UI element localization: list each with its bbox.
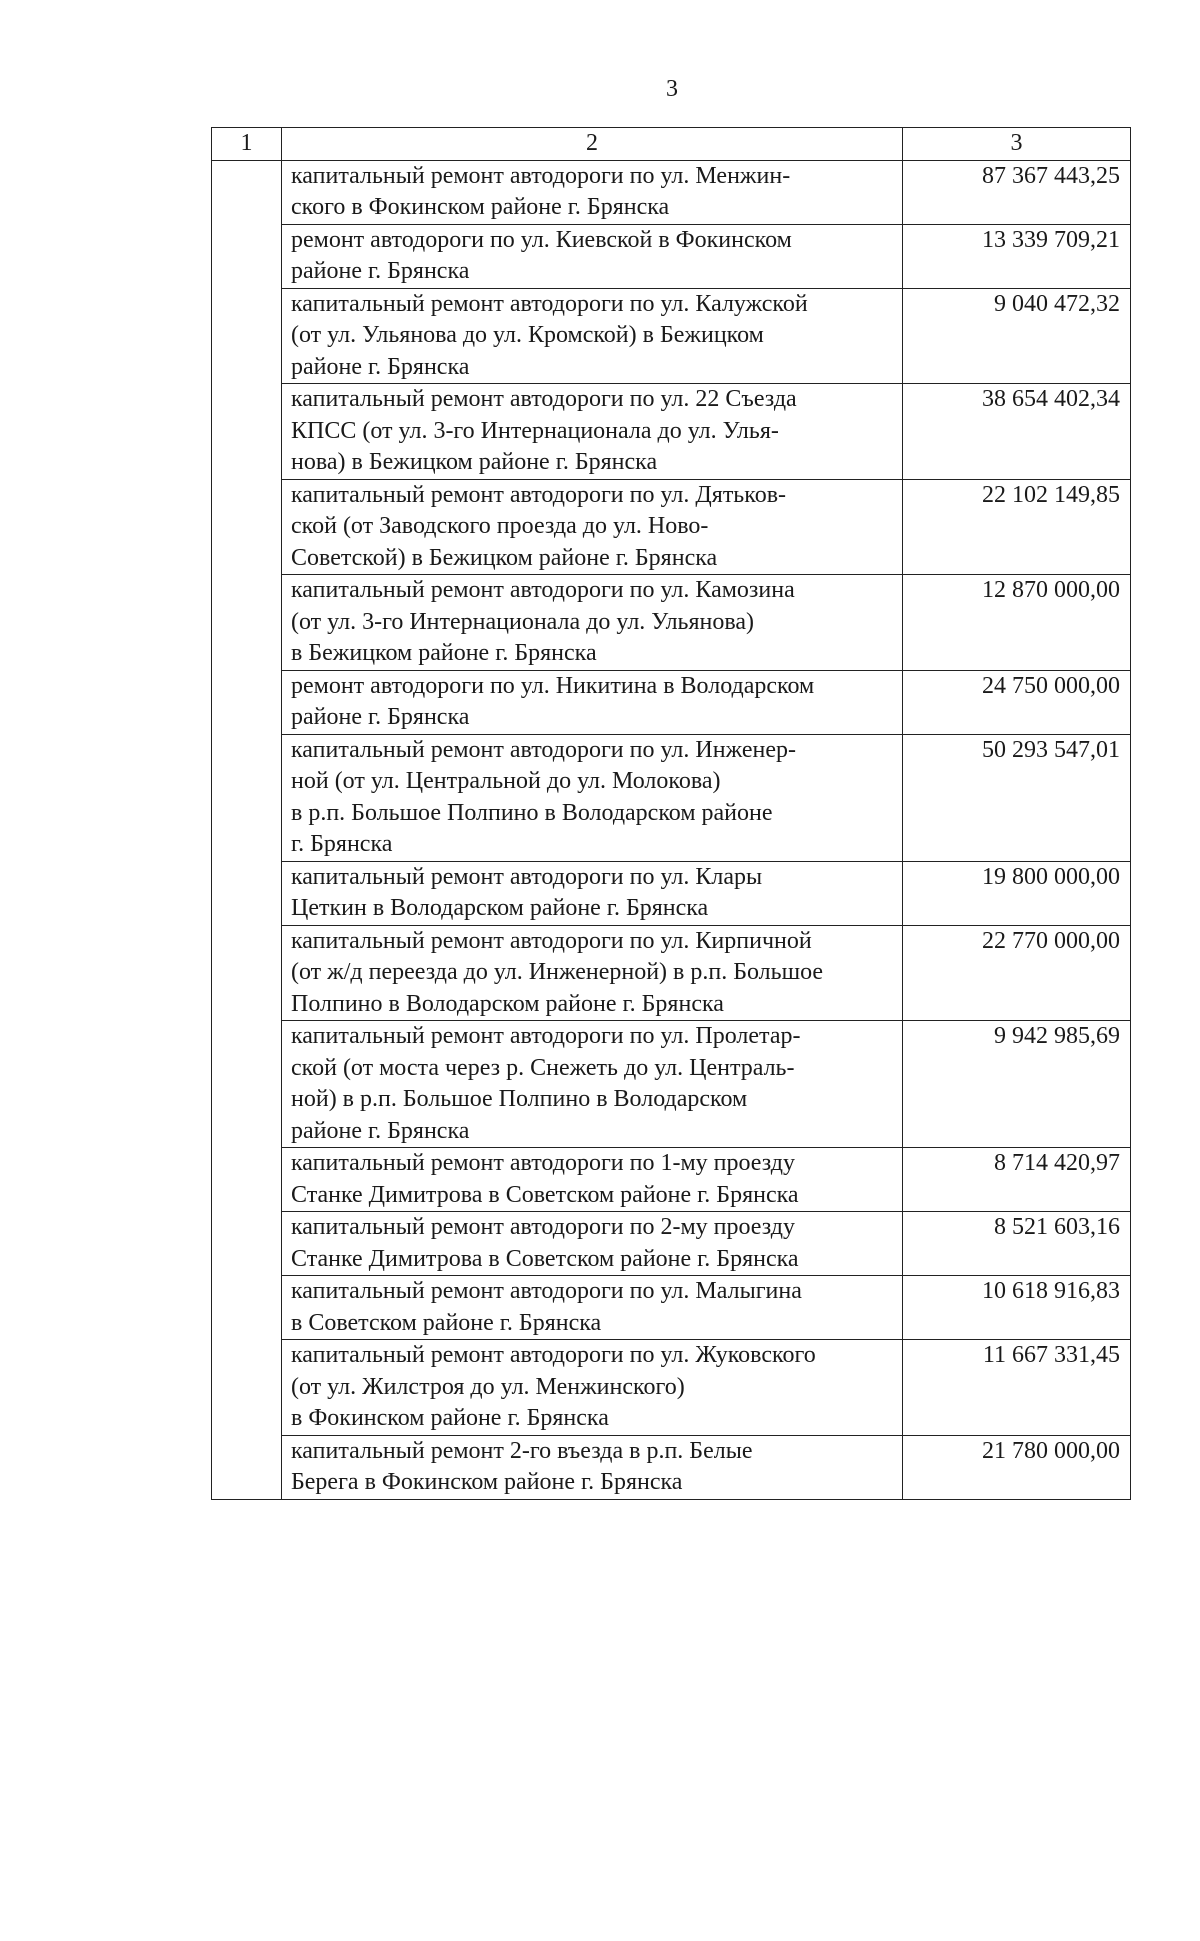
table-row [212, 479, 1131, 575]
description-line: ремонт автодороги по ул. Никитина в Володарском [291, 672, 815, 699]
description-line: капитальный ремонт автодороги по ул. Менжин- [291, 162, 791, 189]
description-line: (от ул. Жилстроя до ул. Менжинского) [291, 1373, 685, 1400]
description-line: в Фокинском районе г. Брянска [291, 1405, 609, 1431]
amount-cell: 8 521 603,16 [903, 1212, 1131, 1276]
column-header-3: 3 [903, 128, 1131, 161]
table-row [212, 861, 1131, 925]
description-line: в Советском районе г. Брянска [291, 1309, 602, 1336]
description-line: капитальный ремонт автодороги по ул. Кирпичной [291, 927, 812, 954]
road-repair-table [211, 127, 1131, 1500]
amount-cell: 22 102 149,85 [903, 479, 1131, 575]
table-row [212, 1212, 1131, 1276]
table-row [212, 1021, 1131, 1148]
amount-cell: 87 367 443,25 [903, 160, 1131, 224]
description-line: капитальный ремонт 2-го въезда в р.п. Белые [291, 1437, 753, 1464]
row-number-cell [212, 288, 282, 384]
table-row [212, 1148, 1131, 1212]
row-number-cell [212, 734, 282, 861]
description-cell [282, 575, 903, 671]
description-line: (от ж/д переезда до ул. Инженерной) в р.п. Большое [291, 959, 824, 985]
description-cell [282, 224, 903, 288]
table-row [212, 925, 1131, 1021]
row-number-cell [212, 925, 282, 1021]
description-line: г. Брянска [291, 831, 393, 857]
amount-cell: 9 040 472,32 [903, 288, 1131, 384]
description-cell [282, 670, 903, 734]
amount-cell: 11 667 331,45 [903, 1340, 1131, 1436]
description-line: районе г. Брянска [291, 1117, 470, 1144]
description-line: капитальный ремонт автодороги по 2-му проезду [291, 1214, 795, 1240]
table-row [212, 575, 1131, 671]
table-body [212, 160, 1131, 1499]
description-cell [282, 479, 903, 575]
description-cell [282, 1435, 903, 1499]
description-line: капитальный ремонт автодороги по ул. Инженер- [291, 736, 796, 763]
row-number-cell [212, 670, 282, 734]
description-line: нова) в Бежицком районе г. Брянска [291, 449, 658, 475]
table-row [212, 734, 1131, 861]
row-number-cell [212, 1148, 282, 1212]
row-number-cell [212, 575, 282, 671]
description-cell [282, 1212, 903, 1276]
row-number-cell [212, 479, 282, 575]
description-cell [282, 861, 903, 925]
description-line: Цеткин в Володарском районе г. Брянска [291, 895, 709, 921]
description-line: ской (от моста через р. Снежеть до ул. Централь- [291, 1054, 795, 1081]
table-header-row [212, 128, 1131, 161]
description-line: КПСС (от ул. 3-го Интернационала до ул. Улья- [291, 417, 779, 444]
description-line: Станке Димитрова в Советском районе г. Брянска [291, 1245, 799, 1272]
description-line: (от ул. Ульянова до ул. Кромской) в Бежицком [291, 322, 764, 348]
amount-cell: 12 870 000,00 [903, 575, 1131, 671]
row-number-cell [212, 1340, 282, 1436]
description-cell [282, 384, 903, 480]
row-number-cell [212, 160, 282, 224]
amount-cell: 21 780 000,00 [903, 1435, 1131, 1499]
row-number-cell [212, 1276, 282, 1340]
description-line: капитальный ремонт автодороги по ул. Пролетар- [291, 1023, 801, 1049]
description-line: ной (от ул. Центральной до ул. Молокова) [291, 768, 721, 794]
column-header-1: 1 [212, 128, 282, 161]
amount-cell: 38 654 402,34 [903, 384, 1131, 480]
table-row [212, 160, 1131, 224]
description-line: капитальный ремонт автодороги по ул. 22 Съезда [291, 386, 797, 412]
amount-cell: 19 800 000,00 [903, 861, 1131, 925]
table-row [212, 1435, 1131, 1499]
description-line: капитальный ремонт автодороги по ул. Жуковского [291, 1342, 816, 1368]
description-cell [282, 1148, 903, 1212]
row-number-cell [212, 1435, 282, 1499]
description-cell [282, 1340, 903, 1436]
table-row [212, 384, 1131, 480]
description-line: ремонт автодороги по ул. Киевской в Фокинском [291, 226, 792, 253]
row-number-cell [212, 1212, 282, 1276]
amount-cell: 13 339 709,21 [903, 224, 1131, 288]
description-cell [282, 160, 903, 224]
description-line: ского в Фокинском районе г. Брянска [291, 194, 670, 220]
description-cell [282, 1021, 903, 1148]
amount-cell: 9 942 985,69 [903, 1021, 1131, 1148]
description-line: районе г. Брянска [291, 353, 470, 380]
table-row [212, 288, 1131, 384]
amount-cell: 8 714 420,97 [903, 1148, 1131, 1212]
description-cell [282, 925, 903, 1021]
description-line: капитальный ремонт автодороги по ул. Малыгина [291, 1278, 802, 1304]
row-number-cell [212, 1021, 282, 1148]
description-line: капитальный ремонт автодороги по ул. Дятьков- [291, 481, 787, 508]
description-line: в Бежицком районе г. Брянска [291, 640, 597, 666]
description-line: капитальный ремонт автодороги по ул. Камозина [291, 577, 795, 603]
amount-cell: 10 618 916,83 [903, 1276, 1131, 1340]
table-row [212, 1340, 1131, 1436]
description-line: ской (от Заводского проезда до ул. Ново- [291, 513, 709, 539]
table-row [212, 1276, 1131, 1340]
row-number-cell [212, 224, 282, 288]
column-header-2: 2 [282, 128, 903, 161]
amount-cell: 22 770 000,00 [903, 925, 1131, 1021]
description-line: капитальный ремонт автодороги по ул. Калужской [291, 290, 808, 317]
description-line: Станке Димитрова в Советском районе г. Брянска [291, 1181, 799, 1208]
description-line: районе г. Брянска [291, 704, 470, 730]
amount-cell: 24 750 000,00 [903, 670, 1131, 734]
description-line: (от ул. 3-го Интернационала до ул. Ульянова) [291, 608, 755, 635]
table-row [212, 670, 1131, 734]
description-line: Берега в Фокинском районе г. Брянска [291, 1469, 683, 1495]
table-row [212, 224, 1131, 288]
amount-cell: 50 293 547,01 [903, 734, 1131, 861]
page-number: 3 [666, 76, 678, 102]
description-cell [282, 1276, 903, 1340]
description-cell [282, 734, 903, 861]
description-line: ной) в р.п. Большое Полпино в Володарском [291, 1086, 748, 1112]
description-cell [282, 288, 903, 384]
description-line: капитальный ремонт автодороги по 1-му проезду [291, 1150, 795, 1176]
description-line: районе г. Брянска [291, 258, 470, 284]
description-line: Полпино в Володарском районе г. Брянска [291, 990, 724, 1017]
row-number-cell [212, 861, 282, 925]
description-line: Советской) в Бежицком районе г. Брянска [291, 544, 718, 571]
description-line: капитальный ремонт автодороги по ул. Клары [291, 863, 763, 890]
row-number-cell [212, 384, 282, 480]
description-line: в р.п. Большое Полпино в Володарском районе [291, 799, 773, 826]
